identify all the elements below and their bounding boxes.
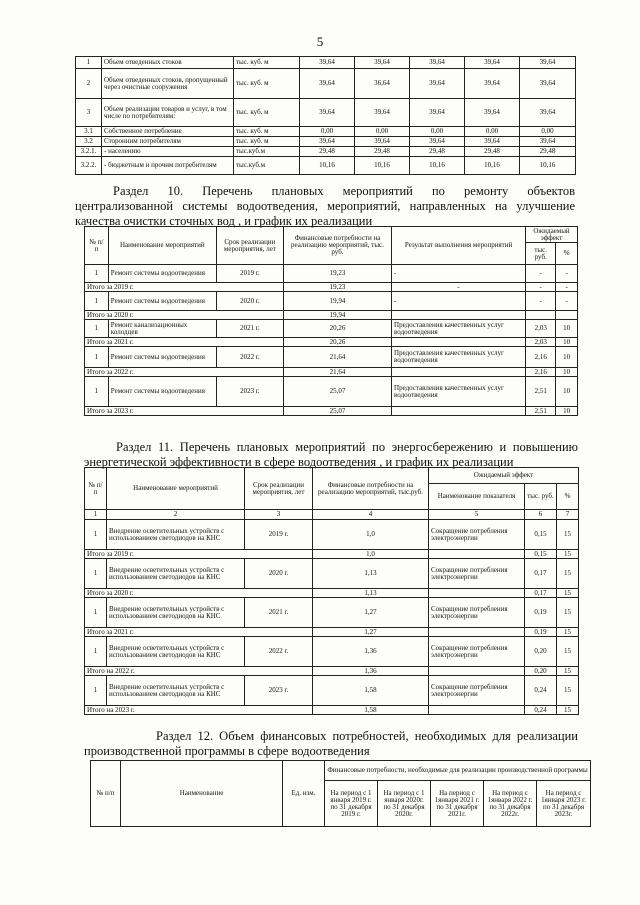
row-rub: - [526, 292, 556, 311]
row-value: 39,64 [520, 137, 576, 147]
row-number: 1 [85, 347, 109, 368]
col-header-period: На период с 1 января 2020г. по 31 декабря 2020г. [378, 781, 431, 827]
row-value: 39,64 [465, 69, 520, 99]
row-number: 2 [76, 69, 102, 99]
total-fin: 1,13 [313, 589, 429, 598]
section12-title: Раздел 12. Объем финансовых потребностей, необходимых для реализации производственной программы в сфере водоотведения [84, 729, 578, 758]
row-fin: 25,07 [283, 377, 391, 407]
total-empty [429, 628, 525, 637]
total-row [85, 368, 578, 377]
row-value: 10,16 [300, 157, 355, 175]
col-header-name: Наименование мероприятий [107, 468, 245, 510]
col-header-pct: % [557, 484, 579, 510]
table-row [76, 127, 576, 137]
row-unit: тыс. куб. м [234, 127, 300, 137]
row-term: 2022 г. [245, 637, 313, 667]
row-value: 29,48 [355, 147, 410, 157]
row-term: 2019 г. [245, 520, 313, 550]
total-empty [429, 589, 525, 598]
col-number: 1 [85, 510, 107, 520]
row-number: 3.1 [76, 127, 102, 137]
total-fin: 20,26 [283, 338, 391, 347]
table-row [76, 69, 576, 99]
row-fin: 1,0 [313, 520, 429, 550]
row-value: 29,48 [520, 147, 576, 157]
total-result [392, 338, 526, 347]
total-row [85, 283, 578, 292]
total-row [85, 311, 578, 320]
total-label: Итого на 2022 г. [85, 667, 313, 676]
table-row [85, 377, 578, 407]
total-pct: 15 [557, 550, 579, 559]
row-fin: 21,64 [283, 347, 391, 368]
row-value: 39,64 [465, 137, 520, 147]
row-fin: 20,26 [283, 320, 391, 338]
total-rub: 0,24 [525, 706, 557, 715]
total-row [85, 667, 579, 676]
total-row [85, 407, 578, 416]
row-value: 0,00 [465, 127, 520, 137]
table-row [85, 320, 578, 338]
total-rub: 0,20 [525, 667, 557, 676]
row-value: 39,64 [520, 57, 576, 69]
total-row [85, 550, 579, 559]
row-name: Объем реализации товаров и услуг, в том числе по потребителям: [102, 99, 234, 127]
row-name: Объем отведенных стоков, пропущенный через очистные сооружения [102, 69, 234, 99]
row-value: 39,64 [520, 69, 576, 99]
row-value: 10,16 [355, 157, 410, 175]
row-indicator: Сокращение потребления электроэнергии [429, 637, 525, 667]
col-header-fin: Финансовые потребности на реализацию мероприятий, тыс. руб. [283, 227, 391, 265]
table-row [76, 137, 576, 147]
total-rub: 0,17 [525, 589, 557, 598]
row-value: 29,48 [300, 147, 355, 157]
total-fin: 1,27 [313, 628, 429, 637]
row-term: 2023 г. [216, 377, 283, 407]
row-number: 3 [76, 99, 102, 127]
row-name: Собственное потребление [102, 127, 234, 137]
row-result: - [392, 292, 526, 311]
col-header-name: Наименование [121, 761, 283, 827]
row-rub: 0,20 [525, 637, 557, 667]
total-result [392, 311, 526, 320]
row-value: 0,00 [410, 127, 465, 137]
total-label: Итого на 2023 г. [85, 706, 313, 715]
row-value: 39,64 [300, 137, 355, 147]
row-name: Ремонт системы водоотведения [108, 292, 216, 311]
row-number: 1 [76, 57, 102, 69]
total-fin: 1,0 [313, 550, 429, 559]
table-row [85, 637, 579, 667]
total-row [85, 589, 579, 598]
row-name: Сторонним потребителям [102, 137, 234, 147]
total-fin: 25,07 [283, 407, 391, 416]
row-unit: тыс.куб.м [234, 147, 300, 157]
total-label: Итого за 2019 г. [85, 550, 313, 559]
row-rub: - [526, 265, 556, 283]
total-label: Итого за 2022 г. [85, 368, 284, 377]
total-pct: 15 [557, 667, 579, 676]
table-row [76, 147, 576, 157]
table-row [85, 265, 578, 283]
total-fin: 19,94 [283, 311, 391, 320]
row-number: 1 [85, 292, 109, 311]
row-value: 39,64 [300, 99, 355, 127]
total-pct: 10 [556, 338, 578, 347]
total-fin: 1,58 [313, 706, 429, 715]
row-fin: 1,36 [313, 637, 429, 667]
table-row [85, 559, 579, 589]
row-name: Внедрение осветительных устройств с использованием светодиодов на КНС [107, 598, 245, 628]
row-name: - бюджетным и прочим потребителям [102, 157, 234, 175]
row-name: Объем отведенных стоков [102, 57, 234, 69]
total-fin: 19,23 [283, 283, 391, 292]
total-label: Итого за 2021 г. [85, 628, 313, 637]
row-name: Ремонт системы водоотведения [108, 347, 216, 368]
row-value: 39,64 [465, 99, 520, 127]
row-value: 39,64 [520, 99, 576, 127]
page-number: 5 [316, 34, 324, 49]
row-rub: 0,17 [525, 559, 557, 589]
col-header-term: Срок реализации мероприятия, лет [245, 468, 313, 510]
row-term: 2023 г. [245, 676, 313, 706]
col-header-period: На период с 1января 2022 г. по 31 декабря 2022г. [484, 781, 537, 827]
row-value: 39,64 [355, 99, 410, 127]
row-number: 1 [85, 320, 109, 338]
total-row [85, 628, 579, 637]
total-row [85, 706, 579, 715]
total-label: Итого за 2020 г. [85, 589, 313, 598]
row-pct: 15 [557, 559, 579, 589]
row-rub: 2,03 [526, 320, 556, 338]
row-pct: 15 [557, 676, 579, 706]
row-result: Предоставления качественных услуг водоотведения [392, 377, 526, 407]
table-row [85, 347, 578, 368]
col-header-rub: тыс. руб. [525, 484, 557, 510]
total-pct: 10 [556, 368, 578, 377]
row-rub: 0,24 [525, 676, 557, 706]
col-header-group: Финансовые потребности, необходимые для реализации производственной программы [325, 761, 591, 781]
col-header-period: На период с 1 января 2019 г. по 31 декабря 2019 г. [325, 781, 378, 827]
col-header-name: Наименование мероприятий [108, 227, 216, 265]
row-value: 29,48 [465, 147, 520, 157]
table-repairs [84, 226, 578, 416]
total-fin: 1,36 [313, 667, 429, 676]
row-fin: 1,27 [313, 598, 429, 628]
table-financial-needs [90, 760, 591, 827]
total-rub: - [526, 283, 556, 292]
row-name: Внедрение осветительных устройств с использованием светодиодов на КНС [107, 676, 245, 706]
row-value: 39,64 [410, 69, 465, 99]
total-label: Итого за 2019 г. [85, 283, 284, 292]
col-number: 5 [429, 510, 525, 520]
table-row [76, 99, 576, 127]
row-value: 29,48 [410, 147, 465, 157]
row-rub: 0,19 [525, 598, 557, 628]
row-term: 2021 г. [216, 320, 283, 338]
col-header-effect: Ожидаемый эффект [526, 227, 578, 243]
row-indicator: Сокращение потребления электроэнергии [429, 676, 525, 706]
row-value: 10,16 [465, 157, 520, 175]
row-unit: тыс. куб. м [234, 57, 300, 69]
row-number: 1 [85, 676, 107, 706]
row-value: 36,64 [355, 69, 410, 99]
col-header-fin: Финансовые потребности на реализацию мероприятий, тыс.руб. [313, 468, 429, 510]
row-number: 3.2.1. [76, 147, 102, 157]
row-number: 1 [85, 559, 107, 589]
row-term: 2022 г. [216, 347, 283, 368]
table-volumes [75, 56, 576, 175]
section11-title: Раздел 11. Перечень плановых мероприятий по энергосбережению и повышению энергетической эффективности в сфере водоотведения , и график их реализации [84, 440, 578, 469]
row-unit: тыс. куб. м [234, 99, 300, 127]
row-pct: 10 [556, 320, 578, 338]
row-name: Ремонт системы водоотведения [108, 265, 216, 283]
total-empty [429, 667, 525, 676]
row-rub: 2,16 [526, 347, 556, 368]
row-value: 39,64 [355, 57, 410, 69]
total-fin: 21,64 [283, 368, 391, 377]
col-header-result: Результат выполнения мероприятий [392, 227, 526, 265]
col-header-pct: % [556, 243, 578, 265]
col-header-period: На период с 1января 2021 г. по 31 декабря 2021г. [431, 781, 484, 827]
col-number: 7 [557, 510, 579, 520]
row-fin: 19,94 [283, 292, 391, 311]
row-term: 2020 г. [245, 559, 313, 589]
col-number: 4 [313, 510, 429, 520]
row-rub: 2,51 [526, 377, 556, 407]
total-row [85, 338, 578, 347]
section10-title: Раздел 10. Перечень плановых мероприятий по ремонту объектов централизованной системы водоотведения, мероприятий, направленных на улучшение качества очистки сточных вод , и график их реализации [75, 184, 575, 228]
total-label: Итого за 2020 г. [85, 311, 284, 320]
row-unit: тыс.куб.м [234, 157, 300, 175]
row-value: 39,64 [410, 57, 465, 69]
row-fin: 1,58 [313, 676, 429, 706]
row-pct: 15 [557, 637, 579, 667]
total-rub: 0,19 [525, 628, 557, 637]
total-rub: 0,15 [525, 550, 557, 559]
row-value: 10,16 [520, 157, 576, 175]
total-label: Итого за 2023 г. [85, 407, 284, 416]
row-indicator: Сокращение потребления электроэнергии [429, 598, 525, 628]
row-number: 1 [85, 598, 107, 628]
col-number: 2 [107, 510, 245, 520]
row-term: 2019 г. [216, 265, 283, 283]
row-value: 0,00 [520, 127, 576, 137]
row-value: 39,64 [355, 137, 410, 147]
row-name: Ремонт системы водоотведения [108, 377, 216, 407]
row-value: 39,64 [465, 57, 520, 69]
total-rub: 2,16 [526, 368, 556, 377]
row-name: Внедрение осветительных устройств с использованием светодиодов на КНС [107, 559, 245, 589]
row-result: Предоставления качественных услуг водоотведения [392, 320, 526, 338]
row-number: 1 [85, 637, 107, 667]
table-row [85, 598, 579, 628]
table-row [85, 520, 579, 550]
total-result [392, 368, 526, 377]
col-header-num: № п/п [91, 761, 121, 827]
total-pct: 15 [557, 589, 579, 598]
row-value: 39,64 [300, 69, 355, 99]
row-pct: 15 [557, 598, 579, 628]
table-row [76, 157, 576, 175]
total-pct: - [556, 283, 578, 292]
row-result: - [392, 265, 526, 283]
col-number: 3 [245, 510, 313, 520]
table-row [85, 676, 579, 706]
row-name: Внедрение осветительных устройств с использованием светодиодов на КНС [107, 520, 245, 550]
row-unit: тыс. куб. м [234, 137, 300, 147]
col-header-indicator: Наименование показателя [429, 484, 525, 510]
table-row [76, 57, 576, 69]
row-value: 10,16 [410, 157, 465, 175]
row-term: 2020 г. [216, 292, 283, 311]
row-fin: 19,23 [283, 265, 391, 283]
total-rub: 2,51 [526, 407, 556, 416]
row-unit: тыс. куб. м [234, 69, 300, 99]
row-pct: 10 [556, 347, 578, 368]
col-header-period: На период с 1января 2023 г. по 31 декабря 2023г. [537, 781, 591, 827]
row-rub: 0,15 [525, 520, 557, 550]
total-empty [429, 550, 525, 559]
total-pct: 15 [557, 628, 579, 637]
total-pct: 10 [556, 407, 578, 416]
row-pct: - [556, 265, 578, 283]
total-pct [556, 311, 578, 320]
row-name: Внедрение осветительных устройств с использованием светодиодов на КНС [107, 637, 245, 667]
row-term: 2021 г. [245, 598, 313, 628]
total-result [392, 407, 526, 416]
table-energy [84, 467, 579, 715]
table-row [85, 292, 578, 311]
row-pct: - [556, 292, 578, 311]
col-number: 6 [525, 510, 557, 520]
row-value: 39,64 [410, 99, 465, 127]
col-header-term: Срок реализации мероприятия, лет [216, 227, 283, 265]
col-header-num: № п/п [85, 468, 107, 510]
row-number: 1 [85, 377, 109, 407]
row-value: 39,64 [300, 57, 355, 69]
row-result: Предоставления качественных услуг водоотведения [392, 347, 526, 368]
total-empty [429, 706, 525, 715]
col-header-unit: Ед. изм. [283, 761, 325, 827]
total-pct: 15 [557, 706, 579, 715]
row-value: 0,00 [355, 127, 410, 137]
total-label: Итого за 2021 г. [85, 338, 284, 347]
total-rub: 2,03 [526, 338, 556, 347]
col-header-effect: Ожидаемый эффект [429, 468, 579, 484]
row-number: 3.2 [76, 137, 102, 147]
row-number: 1 [85, 520, 107, 550]
row-value: 0,00 [300, 127, 355, 137]
row-number: 1 [85, 265, 109, 283]
row-name: Ремонт канализационных колодцев [108, 320, 216, 338]
total-rub [526, 311, 556, 320]
row-indicator: Сокращение потребления электроэнергии [429, 559, 525, 589]
row-indicator: Сокращение потребления электроэнергии [429, 520, 525, 550]
row-number: 3.2.2. [76, 157, 102, 175]
row-fin: 1,13 [313, 559, 429, 589]
row-pct: 15 [557, 520, 579, 550]
col-header-rub: тыс. руб. [526, 243, 556, 265]
row-value: 39,64 [410, 137, 465, 147]
row-pct: 10 [556, 377, 578, 407]
col-header-num: № п/ п [85, 227, 109, 265]
total-result: - [392, 283, 526, 292]
row-name: - населению [102, 147, 234, 157]
